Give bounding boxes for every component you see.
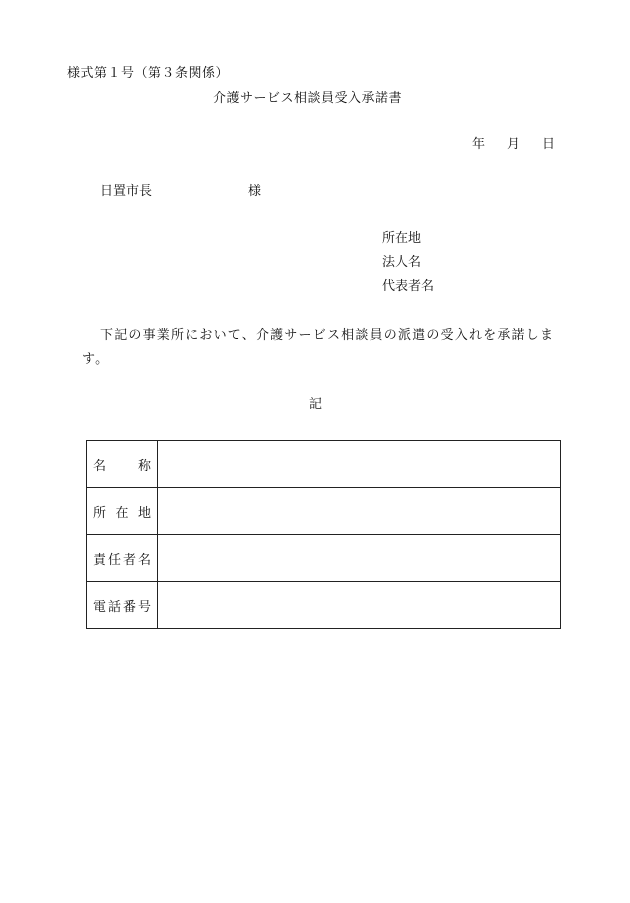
body-text: 下記の事業所において、介護サービス相談員の派遣の受入れを承諾します。 bbox=[82, 328, 555, 367]
applicant-corporation-label: 法人名 bbox=[382, 255, 422, 270]
document-title: 介護サービス相談員受入承諾書 bbox=[213, 91, 403, 106]
addressee-honorific: 様 bbox=[248, 184, 262, 199]
date-day-label: 日 bbox=[542, 137, 556, 152]
table-row bbox=[87, 535, 561, 582]
applicant-address-label: 所在地 bbox=[382, 231, 422, 246]
table-row bbox=[87, 582, 561, 629]
table-label-cell bbox=[87, 441, 158, 488]
table-row bbox=[87, 488, 561, 535]
manager-name-label: 責 任 者 名 bbox=[93, 552, 151, 568]
phone-number-value-field[interactable] bbox=[158, 582, 561, 629]
table-label-cell bbox=[87, 582, 158, 629]
name-label: 名 称 bbox=[93, 458, 151, 474]
date-line bbox=[472, 138, 555, 151]
manager-name-value-field[interactable] bbox=[158, 535, 561, 582]
applicant-block bbox=[382, 232, 434, 304]
address-value-field[interactable] bbox=[158, 488, 561, 535]
phone-number-label: 電 話 番 号 bbox=[93, 599, 151, 615]
table-label-cell bbox=[87, 535, 158, 582]
name-value-field[interactable] bbox=[158, 441, 561, 488]
address-label: 所 在 地 bbox=[93, 505, 151, 521]
date-year-label: 年 bbox=[472, 137, 486, 152]
addressee-name: 日置市長 bbox=[100, 184, 153, 199]
date-month-label: 月 bbox=[507, 137, 521, 152]
ki-label: 記 bbox=[309, 397, 323, 412]
form-number: 様式第１号（第３条関係） bbox=[67, 66, 230, 81]
facility-info-table bbox=[86, 440, 561, 629]
table-row bbox=[87, 441, 561, 488]
table-label-cell bbox=[87, 488, 158, 535]
applicant-representative-label: 代表者名 bbox=[382, 279, 435, 294]
